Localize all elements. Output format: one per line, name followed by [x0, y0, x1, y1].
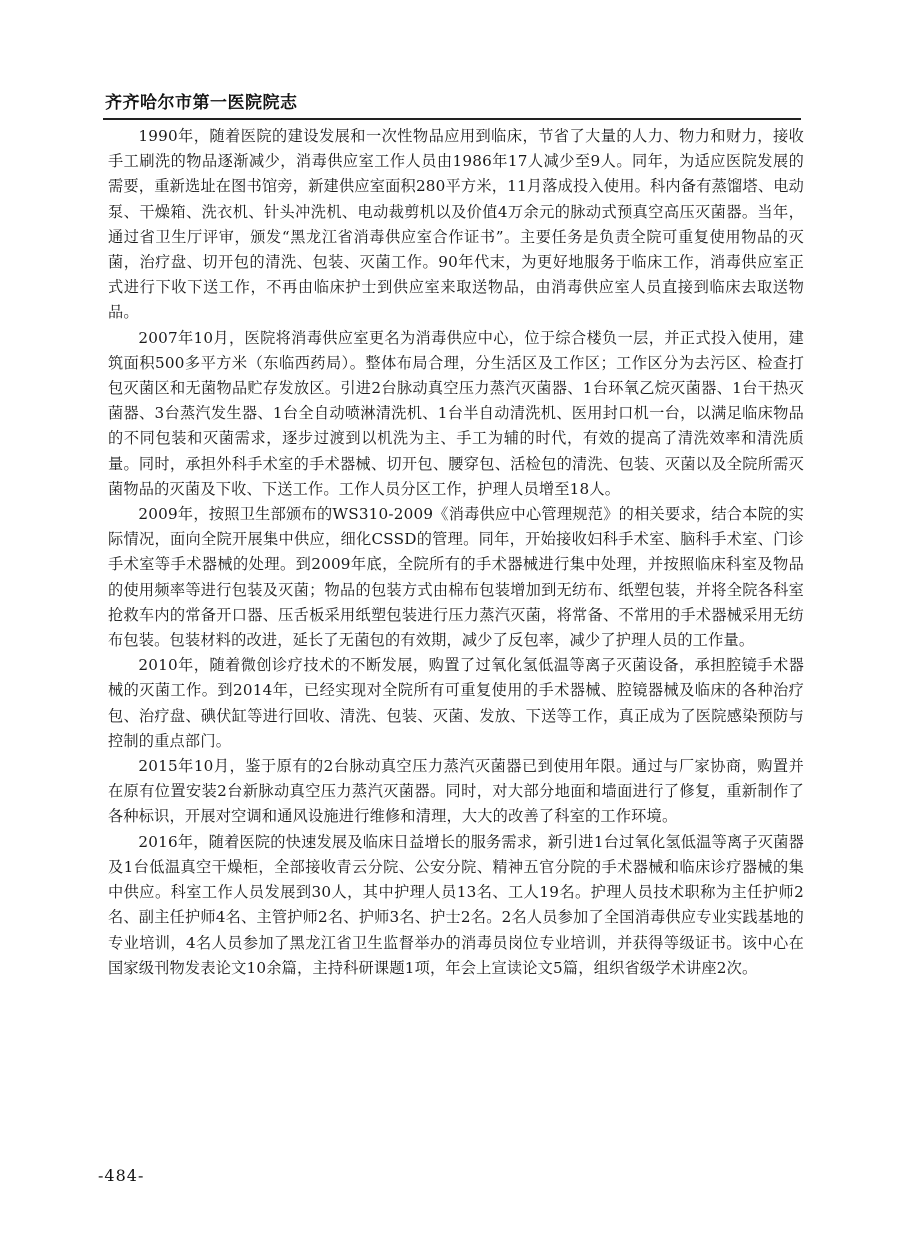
article-body [108, 124, 804, 981]
page-header [103, 88, 801, 120]
page-number: -484- [98, 1166, 145, 1185]
paragraph-2016: 2016年，随着医院的快速发展及临床日益增长的服务需求，新引进1台过氧化氢低温等离子灭菌器及1台低温真空干燥柜，全部接收青云分院、公安分院、精神五官分院的手术器械和临床诊疗器械的集中供应。科室工作人员发展到30人，其中护理人员13名、工人19名。护理人员技术职称为主任护师2名、副主任护师4名、主管护师2名、护师3名、护士2名。2名人员参加了全国消毒供应专业实践基地的专业培训，4名人员参加了黑龙江省卫生监督举办的消毒员岗位专业培训，并获得等级证书。该中心在国家级刊物发表论文10余篇，主持科研课题1项，年会上宣读论文5篇，组织省级学术讲座2次。 [108, 832, 804, 977]
paragraph-2007: 2007年10月，医院将消毒供应室更名为消毒供应中心，位于综合楼负一层，并正式投入使用，建筑面积500多平方米（东临西药局）。整体布局合理，分生活区及工作区；工作区分为去污区、检查打包灭菌区和无菌物品贮存发放区。引进2台脉动真空压力蒸汽灭菌器、1台环氧乙烷灭菌器、1台干热灭菌器、3台蒸汽发生器、1台全自动喷淋清洗机、1台半自动清洗机、医用封口机一台，以满足临床物品的不同包装和灭菌需求，逐步过渡到以机洗为主、手工为辅的时代，有效的提高了清洗效率和清洗质量。同时，承担外科手术室的手术器械、切开包、腰穿包、活检包的清洗、包装、灭菌以及全院所需灭菌物品的灭菌及下收、下送工作。工作人员分区工作，护理人员增至18人。 [108, 328, 804, 498]
paragraph-2010: 2010年，随着微创诊疗技术的不断发展，购置了过氧化氢低温等离子灭菌设备，承担腔镜手术器械的灭菌工作。到2014年，已经实现对全院所有可重复使用的手术器械、腔镜器械及临床的各种治疗包、治疗盘、碘伏缸等进行回收、清洗、包装、灭菌、发放、下送等工作，真正成为了医院感染预防与控制的重点部门。 [108, 656, 804, 750]
paragraph-2009: 2009年，按照卫生部颁布的WS310-2009《消毒供应中心管理规范》的相关要求，结合本院的实际情况，面向全院开展集中供应，细化CSSD的管理。同年，开始接收妇科手术室、脑科手术室、门诊手术室等手术器械的处理。到2009年底，全院所有的手术器械进行集中处理，并按照临床科室及物品的使用频率等进行包装及灭菌；物品的包装方式由棉布包装增加到无纺布、纸塑包装，并将全院各科室抢救车内的常备开口器、压舌板采用纸塑包装进行压力蒸汽灭菌，将常备、不常用的手术器械采用无纺布包装。包装材料的改进，延长了无菌包的有效期，减少了反包率，减少了护理人员的工作量。 [108, 505, 804, 650]
header-title: 齐齐哈尔市第一医院院志 [105, 93, 298, 113]
paragraph-1990: 1990年，随着医院的建设发展和一次性物品应用到临床，节省了大量的人力、物力和财力，接收手工刷洗的物品逐渐减少，消毒供应室工作人员由1986年17人减少至9人。同年，为适应医院发展的需要，重新选址在图书馆旁，新建供应室面积280平方米，11月落成投入使用。科内备有蒸馏塔、电动泵、干燥箱、洗衣机、针头冲洗机、电动裁剪机以及价值4万余元的脉动式预真空高压灭菌器。当年，通过省卫生厅评审，颁发“黑龙江省消毒供应室合作证书”。主要任务是负责全院可重复使用物品的灭菌，治疗盘、切开包的清洗、包装、灭菌工作。90年代末，为更好地服务于临床工作，消毒供应室正式进行下收下送工作，不再由临床护士到供应室来取送物品，由消毒供应室人员直接到临床去取送物品。 [108, 127, 804, 322]
paragraph-2015: 2015年10月，鉴于原有的2台脉动真空压力蒸汽灭菌器已到使用年限。通过与厂家协商，购置并在原有位置安装2台新脉动真空压力蒸汽灭菌器。同时，对大部分地面和墙面进行了修复，重新制作了各种标识，开展对空调和通风设施进行维修和清理，大大的改善了科室的工作环境。 [108, 757, 804, 826]
